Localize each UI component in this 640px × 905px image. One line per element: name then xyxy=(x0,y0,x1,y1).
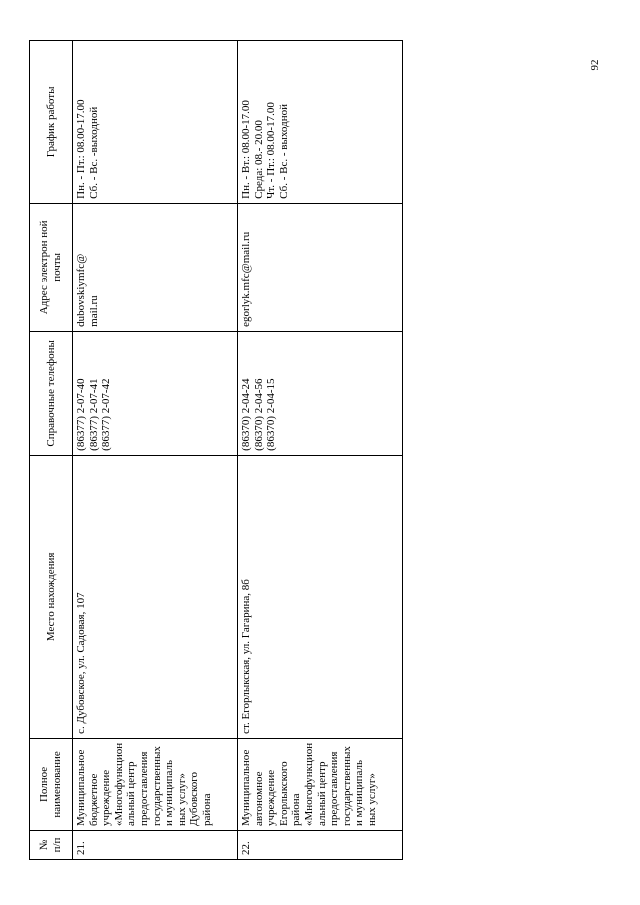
row-num: 21. xyxy=(73,831,238,860)
schedule-line: Пн. - Пт.: 08.00-17.00 xyxy=(75,99,87,199)
phones-cell xyxy=(73,331,238,455)
row-num: 22. xyxy=(238,831,403,860)
email-line: egorlyk.mfc@mail.ru xyxy=(240,231,252,327)
name-line: государственных xyxy=(150,746,163,826)
org-name-cell xyxy=(73,738,238,830)
schedule-line: Сб. - Вс. - выходной xyxy=(277,104,290,199)
name-line: бюджетное xyxy=(87,773,100,826)
email-line: mail.ru xyxy=(87,295,100,327)
schedule-line: Пн. - Вт.: 08.00-17.00 xyxy=(240,100,252,199)
name-line: альный центр xyxy=(125,761,138,826)
schedule-line: Среда: 08.- 20.00 xyxy=(252,120,265,199)
phones-cell xyxy=(238,331,403,455)
phone-number: (86377) 2-07-42 xyxy=(100,378,113,451)
email-cell xyxy=(73,203,238,331)
name-line: альный центр xyxy=(315,761,328,826)
mfc-contact-table xyxy=(29,40,403,860)
phone-number: (86370) 2-04-56 xyxy=(252,378,265,451)
schedule-cell xyxy=(238,40,403,203)
phone-number: (86377) 2-07-40 xyxy=(75,378,87,451)
name-line: учреждение xyxy=(100,769,113,826)
name-line: Егорлыкского xyxy=(277,761,290,826)
phone-number: (86370) 2-04-24 xyxy=(240,378,252,451)
page-number: 92 xyxy=(589,59,601,71)
table-row xyxy=(73,40,238,859)
name-line: «Многофункцион xyxy=(112,742,125,826)
address-cell: ст. Егорлыкская, ул. Гагарина, 8б xyxy=(238,455,403,738)
header-phones: Справочные телефоны xyxy=(30,331,73,455)
name-line: Дубовского xyxy=(188,772,201,826)
name-line: ных услуг» xyxy=(365,773,378,826)
table-row xyxy=(238,40,403,859)
name-line: района xyxy=(200,793,213,826)
name-line: Муниципальное xyxy=(240,749,252,826)
name-line: учреждение xyxy=(265,769,278,826)
header-schedule: График работы xyxy=(30,40,73,203)
name-line: «Многофункцион xyxy=(302,742,315,826)
schedule-line: Чт. - Пт.: 08.00-17.00 xyxy=(265,102,278,199)
header-name: Полное наименование xyxy=(30,738,73,830)
name-line: автономное xyxy=(252,771,265,826)
org-name-cell xyxy=(238,738,403,830)
phone-number: (86370) 2-04-15 xyxy=(265,378,278,451)
name-line: предоставления xyxy=(328,751,341,826)
name-line: ных услуг» xyxy=(175,773,188,826)
header-address: Место нахождения xyxy=(30,455,73,738)
phone-number: (86377) 2-07-41 xyxy=(87,378,100,451)
name-line: Муниципальное xyxy=(75,749,87,826)
schedule-line: Сб. - Вс. -выходной xyxy=(87,106,100,199)
email-line: dubovskiymfc@ xyxy=(75,253,87,327)
table-header-row xyxy=(30,40,73,859)
header-email: Адрес электрон ной почты xyxy=(30,203,73,331)
header-num: № п/п xyxy=(30,831,73,860)
name-line: предоставления xyxy=(137,751,150,826)
email-cell xyxy=(238,203,403,331)
name-line: и муниципаль xyxy=(353,759,366,826)
name-line: и муниципаль xyxy=(163,759,176,826)
address-cell: с. Дубовское, ул. Садовая, 107 xyxy=(73,455,238,738)
schedule-cell xyxy=(73,40,238,203)
name-line: государственных xyxy=(340,746,353,826)
name-line: района xyxy=(290,793,303,826)
